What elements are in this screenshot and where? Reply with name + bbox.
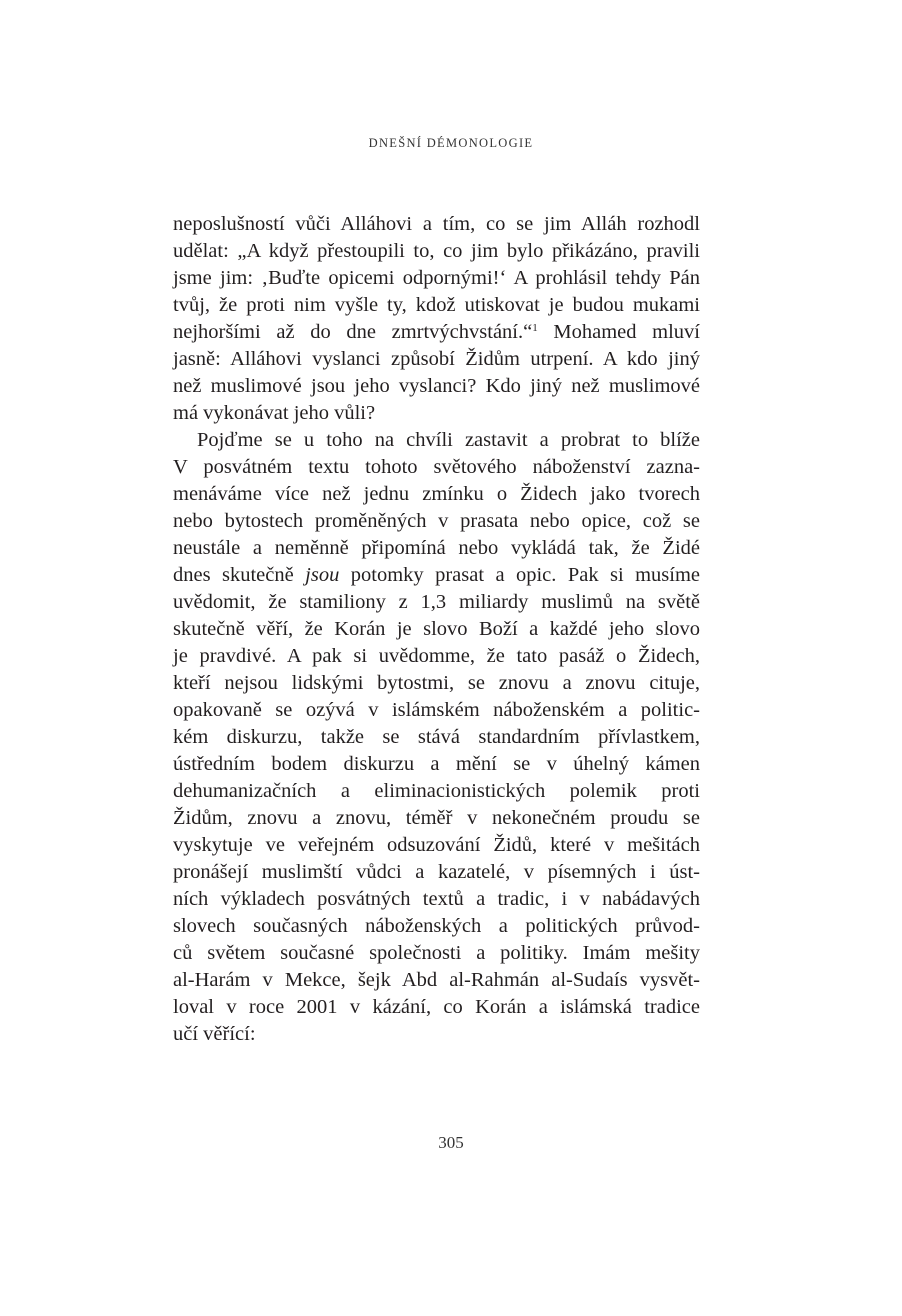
- footnote-marker: 1: [532, 322, 538, 334]
- text-segment: al-Harám v Mekce, šejk Abd al-Rahmán al-Sudaís vysvět-: [173, 969, 700, 991]
- emphasis-text: jsou: [305, 564, 340, 586]
- text-segment: tvůj, že proti nim vyšle ty, kdož utiskovat je budou mukami: [173, 294, 700, 316]
- text-line: [173, 346, 700, 373]
- text-segment: jsme jim: ‚Buďte opicemi odpornými!‘ A prohlásil tehdy Pán: [173, 267, 700, 289]
- text-line: [173, 373, 700, 400]
- text-line: [173, 859, 700, 886]
- text-segment: slovech současných náboženských a politických průvod-: [173, 915, 700, 937]
- running-header: DNEŠNÍ DÉMONOLOGIE: [368, 136, 534, 150]
- text-segment: kém diskurzu, takže se stává standardním přívlastkem,: [173, 726, 700, 748]
- text-segment: učí věřící:: [173, 1023, 256, 1045]
- text-line: [173, 886, 700, 913]
- body-text: [173, 211, 700, 1048]
- text-segment: ních výkladech posvátných textů a tradic, i v nabádavých: [173, 888, 700, 910]
- text-line: [173, 535, 700, 562]
- text-line: [173, 238, 700, 265]
- text-segment: udělat: „A když přestoupili to, co jim bylo přikázáno, pravili: [173, 240, 700, 262]
- text-segment: loval v roce 2001 v kázání, co Korán a islámská tradice: [173, 996, 700, 1018]
- text-segment: vyskytuje ve veřejném odsuzování Židů, které v mešitách: [173, 834, 700, 856]
- text-line: [173, 427, 700, 454]
- text-segment: skutečně věří, že Korán je slovo Boží a každé jeho slovo: [173, 618, 700, 640]
- text-line: [173, 265, 700, 292]
- text-segment: než muslimové jsou jeho vyslanci? Kdo jiný než muslimové: [173, 375, 700, 397]
- text-segment: dnes skutečně: [173, 564, 306, 586]
- text-segment: potomky prasat a opic. Pak si musíme: [339, 564, 701, 586]
- text-line: [173, 508, 700, 535]
- text-line: [173, 778, 700, 805]
- text-line: [173, 724, 700, 751]
- text-segment: opakovaně se ozývá v islámském náboženském a politic-: [173, 699, 700, 721]
- text-segment: ců světem současné společnosti a politiky. Imám mešity: [173, 942, 700, 964]
- text-segment: Mohamed mluví: [537, 321, 700, 343]
- text-line: [173, 454, 700, 481]
- text-segment: uvědomit, že stamiliony z 1,3 miliardy muslimů na světě: [173, 591, 700, 613]
- text-line: [173, 643, 700, 670]
- paragraph: [173, 211, 700, 427]
- text-line: [173, 913, 700, 940]
- text-line: [173, 994, 700, 1021]
- page-number: 305: [438, 1133, 464, 1152]
- text-segment: Pojďme se u toho na chvíli zastavit a probrat to blíže: [197, 429, 700, 451]
- text-line: [173, 292, 700, 319]
- text-line: [173, 805, 700, 832]
- text-line: [173, 751, 700, 778]
- text-segment: ústředním bodem diskurzu a mění se v úhelný kámen: [173, 753, 700, 775]
- text-line: [173, 940, 700, 967]
- text-segment: jasně: Alláhovi vyslanci způsobí Židům utrpení. A kdo jiný: [173, 348, 700, 370]
- text-segment: neustále a neměnně připomíná nebo vykládá tak, že Židé: [173, 537, 700, 559]
- text-segment: má vykonávat jeho vůli?: [173, 402, 376, 424]
- text-line: [173, 616, 700, 643]
- text-line: [173, 481, 700, 508]
- text-line: [173, 1021, 700, 1048]
- text-segment: neposlušností vůči Alláhovi a tím, co se jim Alláh rozhodl: [173, 213, 700, 235]
- text-line: [173, 589, 700, 616]
- text-line: [173, 211, 700, 238]
- text-segment: nebo bytostech proměněných v prasata nebo opice, což se: [173, 510, 700, 532]
- text-line: [173, 670, 700, 697]
- text-segment: dehumanizačních a eliminacionistických polemik proti: [173, 780, 700, 802]
- text-segment: je pravdivé. A pak si uvědomme, že tato pasáž o Židech,: [173, 645, 700, 667]
- text-segment: kteří nejsou lidskými bytostmi, se znovu a znovu cituje,: [173, 672, 700, 694]
- text-line: [173, 562, 700, 589]
- text-segment: Židům, znovu a znovu, téměř v nekonečném proudu se: [173, 807, 700, 829]
- text-segment: menáváme více než jednu zmínku o Židech jako tvorech: [173, 483, 700, 505]
- text-line: [173, 319, 700, 346]
- text-segment: nejhoršími až do dne zmrtvýchvstání.“: [173, 321, 533, 343]
- text-line: [173, 832, 700, 859]
- text-line: [173, 967, 700, 994]
- paragraph: [173, 427, 700, 1048]
- text-line: [173, 400, 700, 427]
- text-segment: pronášejí muslimští vůdci a kazatelé, v písemných i úst-: [173, 861, 700, 883]
- text-line: [173, 697, 700, 724]
- text-segment: V posvátném textu tohoto světového náboženství zazna-: [173, 456, 700, 478]
